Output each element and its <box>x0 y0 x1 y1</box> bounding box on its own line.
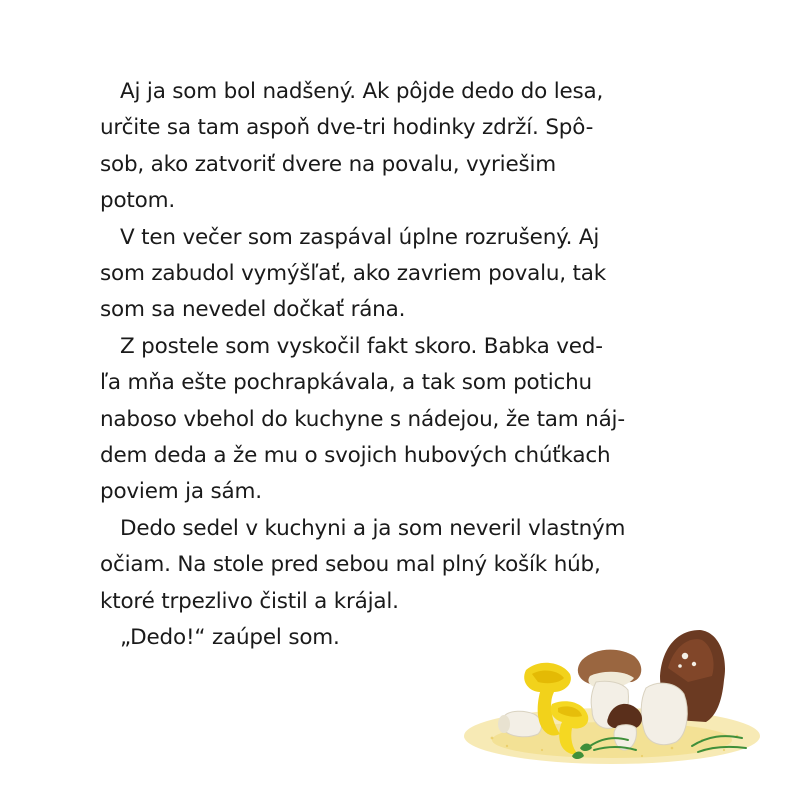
text-line: naboso vbehol do kuchyne s nádejou, že tam náj- <box>100 406 625 432</box>
text-line: poviem ja sám. <box>100 479 262 505</box>
mushrooms-illustration <box>462 618 762 768</box>
text-line: ľa mňa ešte pochrapkávala, a tak som potichu <box>100 370 592 396</box>
cut-stem <box>498 711 541 737</box>
text-line: určite sa tam aspoň dve-tri hodinky zdrží. Spô- <box>100 115 594 141</box>
text-line: Aj ja som bol nadšený. Ak pôjde dedo do lesa, <box>120 79 604 104</box>
text-line: Dedo sedel v kuchyni a ja som neveril vlastným <box>120 515 626 541</box>
text-line: „Dedo!“ zaúpel som. <box>120 625 340 651</box>
text-line: V ten večer som zaspával úplne rozrušený. Aj <box>120 224 600 250</box>
text-line: sob, ako zatvoriť dvere na povalu, vyriešim <box>100 151 557 177</box>
text-line: Z postele som vyskočil fakt skoro. Babka ved- <box>120 333 603 359</box>
text-line: očiam. Na stole pred sebou mal plný košík húb, <box>100 552 601 578</box>
text-line: som sa nevedel dočkať rána. <box>100 297 406 323</box>
text-line: ktoré trpezlivo čistil a krájal. <box>100 588 399 614</box>
story-text <box>100 74 720 657</box>
text-line: potom. <box>100 188 175 214</box>
text-line: dem deda a že mu o svojich hubových chúťkach <box>100 443 611 469</box>
text-line: som zabudol vymýšľať, ako zavriem povalu, tak <box>100 261 607 287</box>
